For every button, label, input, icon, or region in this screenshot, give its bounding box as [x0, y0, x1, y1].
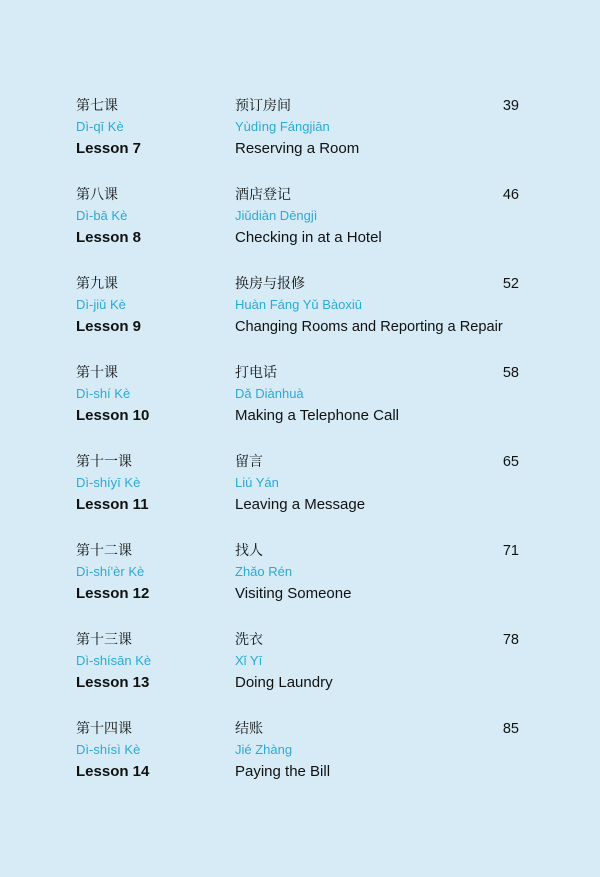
- lesson-number-chinese: 第十四课: [76, 721, 132, 737]
- lesson-title-chinese: 预订房间: [235, 98, 291, 114]
- page-number: 65: [502, 454, 519, 470]
- lesson-title-pinyin: Dǎ Diànhuà: [235, 386, 304, 401]
- lesson-number-pinyin: Dì-shíyī Kè: [76, 475, 141, 490]
- toc-entry-lesson-11: [0, 452, 600, 527]
- lesson-number-english: Lesson 14: [76, 763, 150, 780]
- page-number: 58: [502, 365, 519, 381]
- lesson-title-pinyin: Xǐ Yī: [235, 653, 263, 668]
- lesson-title-pinyin: Liú Yán: [235, 475, 279, 490]
- lesson-title-english: Reserving a Room: [235, 140, 360, 157]
- lesson-title-pinyin: Yùdìng Fángjiān: [235, 119, 330, 134]
- lesson-number-pinyin: Dì-shísān Kè: [76, 653, 152, 668]
- lesson-number-chinese: 第十课: [76, 365, 118, 381]
- lesson-number-chinese: 第九课: [76, 276, 118, 292]
- lesson-number-pinyin: Dì-shí Kè: [76, 386, 131, 401]
- lesson-number-pinyin: Dì-qī Kè: [76, 119, 124, 134]
- lesson-title-english: Leaving a Message: [235, 496, 366, 513]
- lesson-number-chinese: 第十一课: [76, 454, 132, 470]
- toc-entry-lesson-12: [0, 541, 600, 616]
- lesson-number-english: Lesson 10: [76, 407, 150, 424]
- lesson-title-chinese: 打电话: [235, 365, 277, 381]
- lesson-title-english: Visiting Someone: [235, 585, 352, 602]
- lesson-title-chinese: 酒店登记: [235, 187, 291, 203]
- lesson-title-chinese: 换房与报修: [235, 276, 305, 292]
- lesson-number-pinyin: Dì-bā Kè: [76, 208, 128, 223]
- lesson-title-english: Paying the Bill: [235, 763, 331, 780]
- toc-entry-lesson-9: [0, 274, 600, 349]
- page-number: 85: [502, 721, 519, 737]
- lesson-title-english: Changing Rooms and Reporting a Repair: [235, 319, 503, 335]
- lesson-title-chinese: 留言: [235, 454, 263, 470]
- lesson-title-english: Checking in at a Hotel: [235, 229, 382, 246]
- lesson-number-chinese: 第十二课: [76, 543, 132, 559]
- page-number: 52: [502, 276, 519, 292]
- page-number: 46: [502, 187, 519, 203]
- lesson-number-english: Lesson 12: [76, 585, 150, 602]
- page-number: 78: [502, 632, 519, 648]
- toc-entry-lesson-13: [0, 630, 600, 705]
- lesson-number-chinese: 第十三课: [76, 632, 132, 648]
- toc-entry-lesson-10: [0, 363, 600, 438]
- toc-entry-lesson-14: [0, 719, 600, 794]
- lesson-title-chinese: 结账: [235, 721, 263, 737]
- lesson-title-english: Making a Telephone Call: [235, 407, 399, 424]
- lesson-number-pinyin: Dì-jiǔ Kè: [76, 297, 126, 312]
- lesson-title-chinese: 洗衣: [235, 632, 263, 648]
- lesson-number-english: Lesson 9: [76, 318, 142, 335]
- lesson-title-chinese: 找人: [235, 543, 263, 559]
- lesson-number-english: Lesson 8: [76, 229, 142, 246]
- lesson-number-chinese: 第八课: [76, 187, 118, 203]
- lesson-title-pinyin: Huàn Fáng Yǔ Bàoxiū: [235, 297, 362, 312]
- lesson-title-english: Doing Laundry: [235, 674, 333, 691]
- page-number: 39: [502, 98, 519, 114]
- toc-entry-lesson-7: [0, 96, 600, 171]
- page-number: 71: [502, 543, 519, 559]
- lesson-number-english: Lesson 13: [76, 674, 150, 691]
- lesson-title-pinyin: Jiǔdiàn Dēngjì: [235, 208, 318, 223]
- lesson-number-english: Lesson 7: [76, 140, 142, 157]
- lesson-number-english: Lesson 11: [76, 496, 149, 513]
- toc-entry-lesson-8: [0, 185, 600, 260]
- lesson-title-pinyin: Jié Zhàng: [235, 742, 293, 757]
- lesson-title-pinyin: Zhǎo Rén: [235, 564, 293, 579]
- lesson-number-pinyin: Dì-shí'èr Kè: [76, 564, 145, 579]
- lesson-number-chinese: 第七课: [76, 98, 118, 114]
- lesson-number-pinyin: Dì-shísì Kè: [76, 742, 141, 757]
